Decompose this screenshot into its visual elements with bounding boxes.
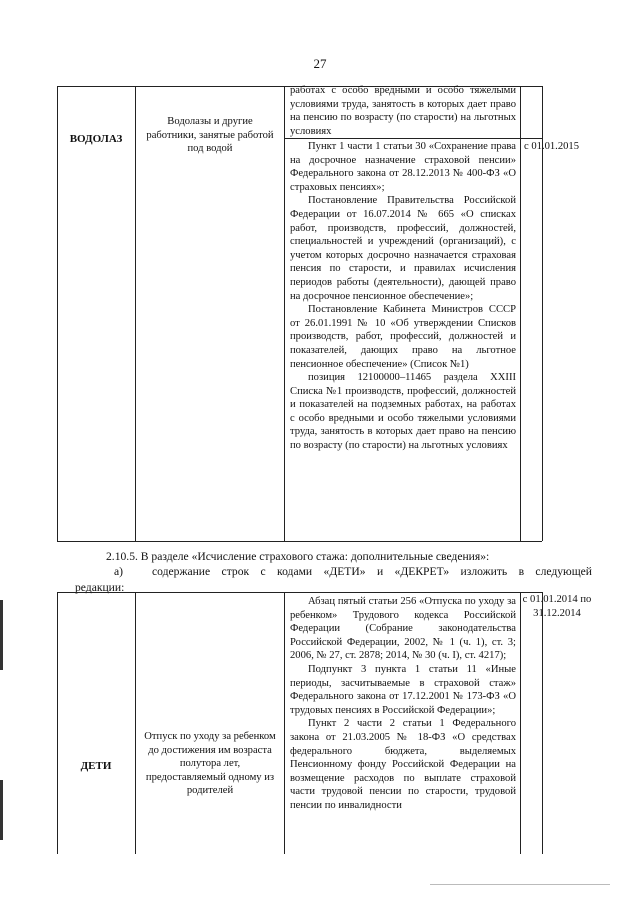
table2-code: ДЕТИ <box>80 760 112 772</box>
table2-name: Отпуск по уходу за ребенком до достижения им возраста полутора лет, предоставляемый одному из родителей <box>144 731 276 797</box>
table1-code: ВОДОЛАЗ <box>69 133 123 145</box>
table2-col-line-1 <box>57 592 58 854</box>
table2-paragraph: Абзац пятый статьи 256 «Отпуска по уходу за ребенком» Трудового кодекса Российской Федерации (Собрание законодательства Российской Федерации, 2002, № 1 (ч. 1), ст. 3; 2006, № 27, ст. 2878; 2014, № 30 (ч. I), ст. 4217); <box>290 596 516 662</box>
scan-speck-line <box>430 884 610 885</box>
page-number: 27 <box>313 56 327 71</box>
table1-paragraph: Постановление Кабинета Министров СССР от 26.01.1991 № 10 «Об утверждении Списков производств, работ, профессий, должностей и показателей, дающих право на льготное пенсионное обеспечение» (Список №1) <box>290 304 516 370</box>
table1-col-line-2 <box>135 86 136 541</box>
table1-col-line-3 <box>284 86 285 541</box>
table1-name: Водолазы и другие работники, занятые работой под водой <box>146 116 274 155</box>
table1-bottom-border <box>57 541 542 542</box>
table2-paragraph: Подпункт 3 пункта 1 статьи 11 «Иные периоды, засчитываемые в страховой стаж» Федерального закона от 17.12.2001 № 173-ФЗ «О трудовых пенсиях в Российской Федерации»; <box>290 663 516 716</box>
table2-col-line-4 <box>520 592 521 854</box>
table1-col-line-4 <box>520 86 521 541</box>
table2-col-line-3 <box>284 592 285 854</box>
table2-paragraph: Пункт 2 части 2 статьи 1 Федерального закона от 21.03.2005 № 18-ФЗ «О средствах федерального бюджета, выделяемых Пенсионному фонду Российской Федерации на возмещение расходов по выплате страховой части трудовой пенсии по старости, трудовой пенсии по инвалидности <box>290 718 516 811</box>
table1-paragraph: позиция 12100000–11465 раздела XXIII Списка №1 производств, профессий, должностей и показателей на подземных работах, на работах с особо вредными и особо тяжелыми условиями труда, занятость в которых дает право на пенсию по возрасту (по старости) на льготных условиях <box>290 372 516 452</box>
table2-col-line-5 <box>542 592 543 854</box>
table2-date: с 01.01.2014 по 31.12.2014 <box>522 594 592 619</box>
table2-top-border <box>57 592 542 593</box>
scan-edge-mark <box>0 600 3 670</box>
table1-legal-text <box>290 140 516 453</box>
table1-date: с 01.01.2015 <box>524 141 580 152</box>
table1-paragraph: Постановление Правительства Российской Федерации от 16.07.2014 № 665 «О списках работ, производств, профессий, должностей, специальностей и учреждений (организаций), с учетом которых досрочно назначается страховая пенсия по старости, и правилах исчисления периодов работы (деятельности), дающей право на досрочное пенсионное обеспечение»; <box>290 195 516 302</box>
table2-legal-text <box>290 595 516 813</box>
table1-top-text <box>290 84 516 138</box>
scan-edge-mark <box>0 780 3 840</box>
table1-col-line-1 <box>57 86 58 541</box>
table1-col-line-5 <box>542 86 543 541</box>
item-a-text: содержание строк с кодами «ДЕТИ» и «ДЕКРЕТ» изложить в следующей <box>152 565 592 578</box>
table1-top-paragraph: работах с особо вредными и особо тяжелыми условиями труда, занятость в которых дает право на пенсию по возрасту (по старости) на льготных условиях <box>290 85 516 137</box>
table2-col-line-2 <box>135 592 136 854</box>
item-a-continuation: редакции: <box>75 581 125 594</box>
table1-paragraph: Пункт 1 части 1 статьи 30 «Сохранение права на досрочное назначение страховой пенсии» Федерального закона от 28.12.2013 № 400-ФЗ «О страховых пенсиях»; <box>290 141 516 193</box>
item-a-marker: а) <box>114 565 124 578</box>
section-heading: 2.10.5. В разделе «Исчисление страхового стажа: дополнительные сведения»: <box>106 550 490 563</box>
